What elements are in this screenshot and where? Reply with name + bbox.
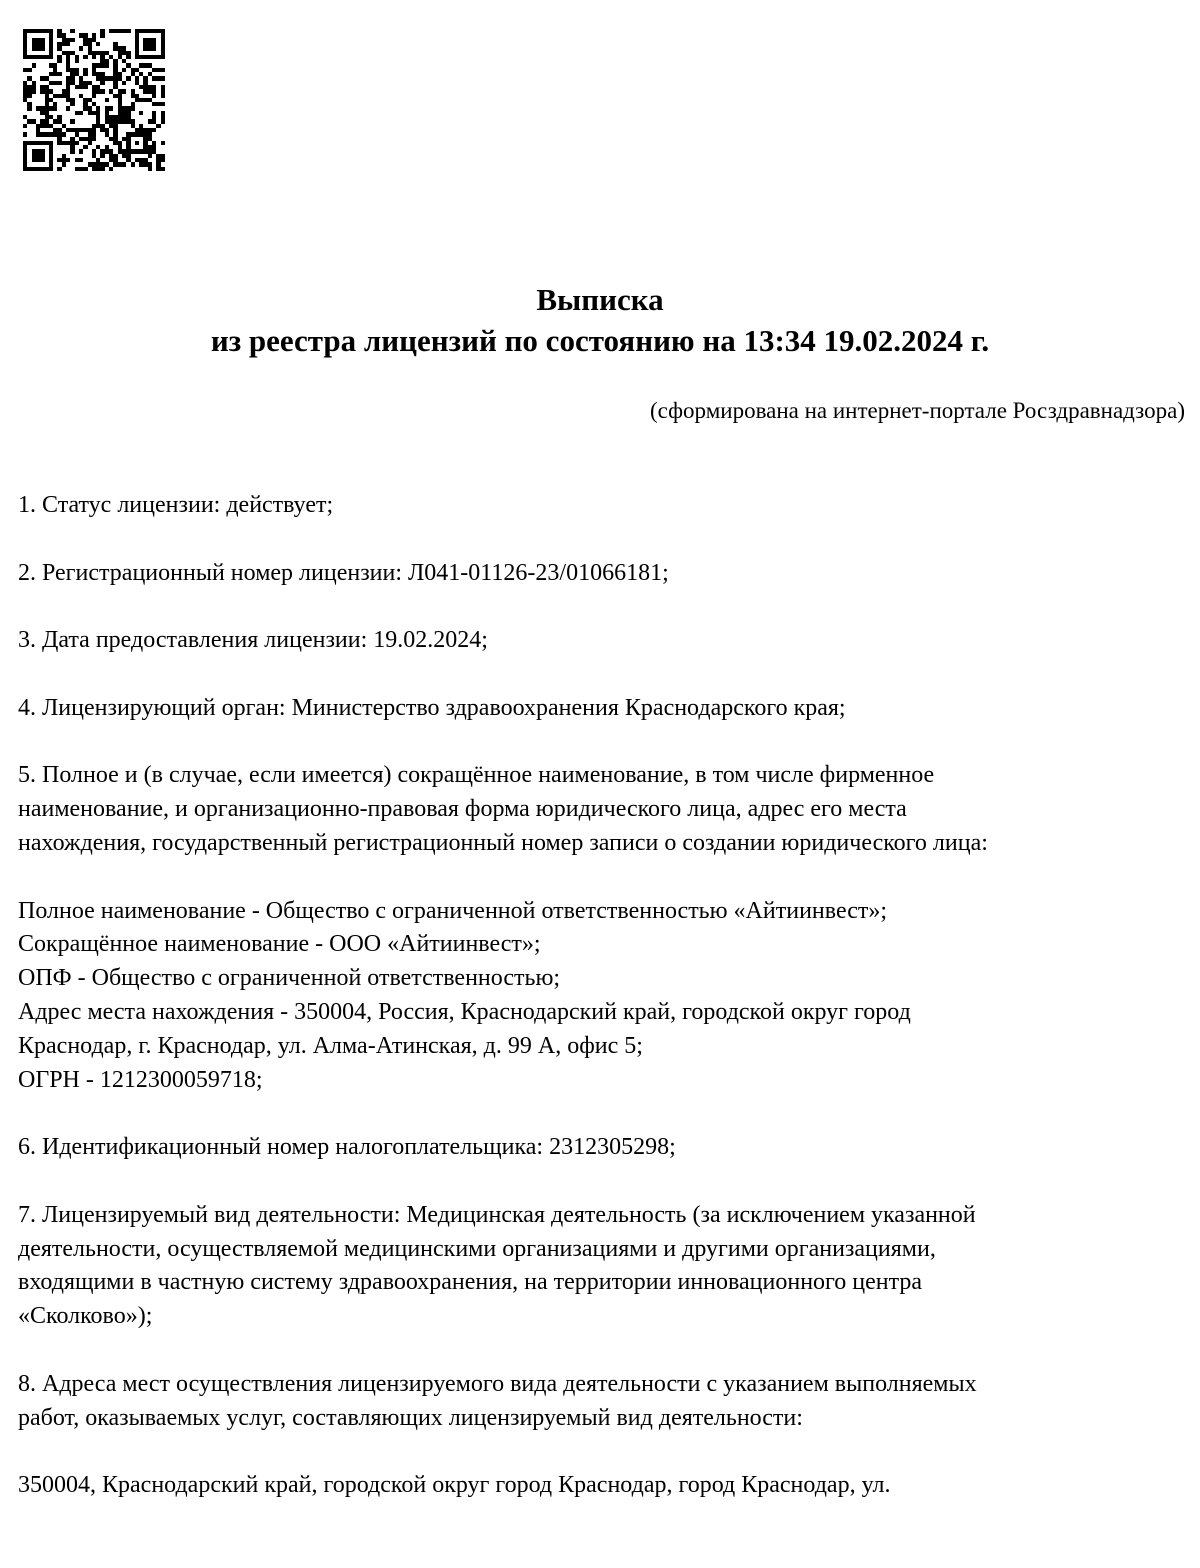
paragraph: 350004, Краснодарский край, городской округ город Краснодар, город Краснодар, ул. — [18, 1472, 891, 1499]
paragraph: 1. Статус лицензии: действует; — [18, 492, 334, 518]
title-line-1: Выписка — [536, 282, 664, 317]
paragraph: 8. Адреса мест осуществления лицензируемого вида деятельности с указанием выполняемых работ, оказываемых услуг, составляющих лицензируемый вид деятельности: — [18, 1370, 977, 1431]
paragraph: 4. Лицензирующий орган: Министерство здравоохранения Краснодарского края; — [18, 694, 846, 721]
paragraph: 7. Лицензируемый вид деятельности: Медицинская деятельность (за исключением указанной деятельности, осуществляемой медицинскими организациями и другими организациями, входящими в частную систему здравоохранения, на территории инновационного центра «Сколково»); — [18, 1201, 976, 1330]
paragraph: 3. Дата предоставления лицензии: 19.02.2024; — [18, 627, 488, 654]
paragraph: 6. Идентификационный номер налогоплательщика: 2312305298; — [18, 1134, 676, 1161]
title-line-2: из реестра лицензий по состоянию на 13:34 19.02.2024 г. — [210, 323, 990, 358]
document-subtitle: (сформирована на интернет-портале Росздравнадзора) — [650, 398, 1185, 423]
paragraph: 2. Регистрационный номер лицензии: Л041-01126-23/01066181; — [18, 559, 669, 586]
qr-code — [23, 29, 165, 171]
paragraph: Полное наименование - Общество с ограниченной ответственностью «Айтиинвест»; Сокращённое наименование - ООО «Айтиинвест»; ОПФ - Общество с ограниченной ответственностью; Адрес места нахождения - 350004, Россия, Краснодарский край, городской округ город Краснодар, г. Краснодар, ул. Алма-Атинская, д. 99 А, офис 5; ОГРН - 1212300059718; — [18, 897, 911, 1093]
paragraph-list — [18, 489, 1184, 1537]
paragraph: 5. Полное и (в случае, если имеется) сокращённое наименование, в том числе фирменное наименование, и организационно-правовая форма юридического лица, адрес его места нахождения, государственный регистрационный номер записи о создании юридического лица: — [18, 762, 988, 856]
document-title — [0, 279, 1200, 361]
